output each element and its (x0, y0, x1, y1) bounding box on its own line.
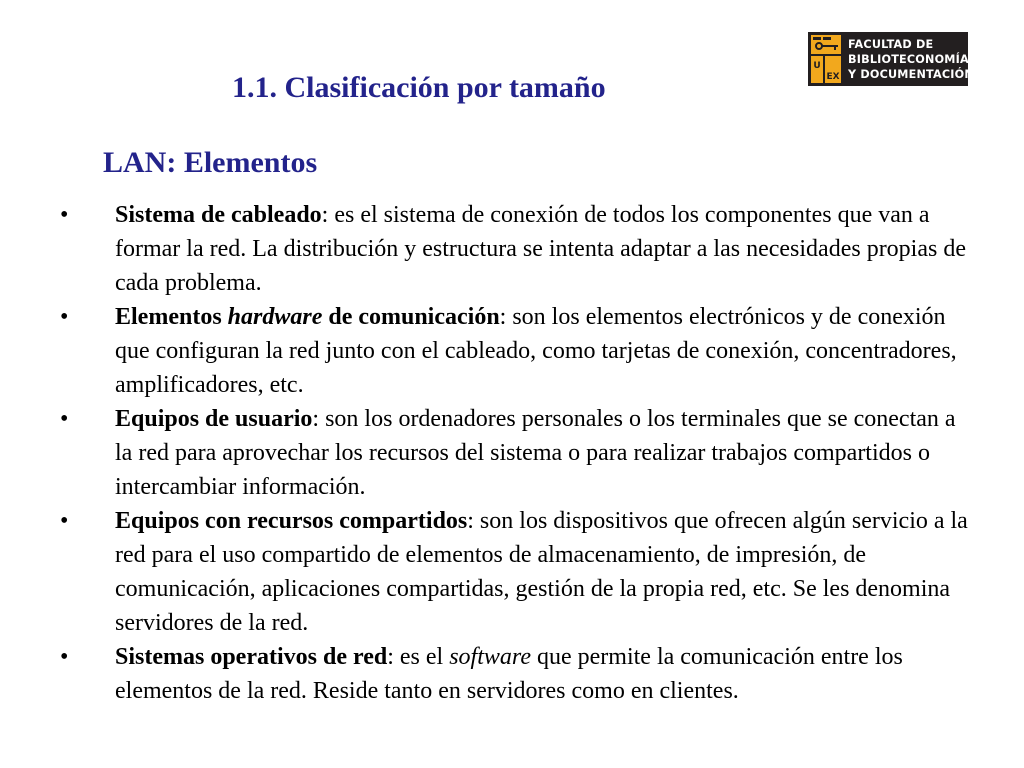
bullet-text: : es el sistema de conexión de todos los componentes que van a formar la red. La distribución y estructura se intenta adaptar a las necesidades propias de cada problema. (115, 202, 966, 296)
bullet-term: Sistema de cableado (115, 202, 322, 228)
university-emblem-icon (808, 32, 844, 86)
bullet-text-italic: software (449, 644, 531, 670)
bullet-text: : son los dispositivos que ofrecen algún servicio a la red para el uso compartido de elementos de almacenamiento, de impresión, de comunicación, aplicaciones compartidas, gestión de la propia red, etc. Se les denomina servidores de la red. (115, 508, 968, 636)
bullet-list (0, 198, 1024, 708)
bullet-text: : son los ordenadores personales o los terminales que se conectan a la red para aprovechar los recursos del sistema o para realizar trabajos compartidos o intercambiar información. (115, 406, 956, 500)
bullet-term-part: de comunicación (322, 304, 500, 330)
bullet-item (0, 198, 975, 300)
bullet-item (0, 300, 975, 402)
slide-title: 1.1. Clasificación por tamaño (232, 71, 606, 104)
logo-line-1: FACULTAD DE (848, 37, 934, 51)
bullet-term-part: Elementos (115, 304, 228, 330)
logo-line-2: BIBLIOTECONOMÍA (848, 52, 969, 66)
bullet-item (0, 504, 975, 640)
svg-text:EX: EX (826, 72, 840, 82)
bullet-text: : es el (387, 644, 450, 670)
bullet-term-italic: hardware (227, 304, 323, 330)
logo-text (844, 32, 974, 86)
faculty-logo (808, 32, 974, 86)
bullet-term (115, 304, 500, 330)
bullet-text: : son los elementos electrónicos y de conexión que configuran la red junto con el cableado, como tarjetas de conexión, concentradores, amplificadores, etc. (115, 304, 957, 398)
bullet-text: que permite la comunicación entre los elementos de la red. Reside tanto en servidores como en clientes. (115, 644, 903, 704)
logo-line-3: Y DOCUMENTACIÓN (848, 67, 974, 81)
bullet-term: Equipos con recursos compartidos (115, 508, 468, 534)
section-subtitle: LAN: Elementos (103, 146, 318, 179)
bullet-item (0, 640, 975, 708)
bullet-term: Equipos de usuario (115, 406, 313, 432)
svg-text:U: U (813, 61, 821, 71)
bullet-term: Sistemas operativos de red (115, 644, 388, 670)
bullet-item (0, 402, 975, 504)
